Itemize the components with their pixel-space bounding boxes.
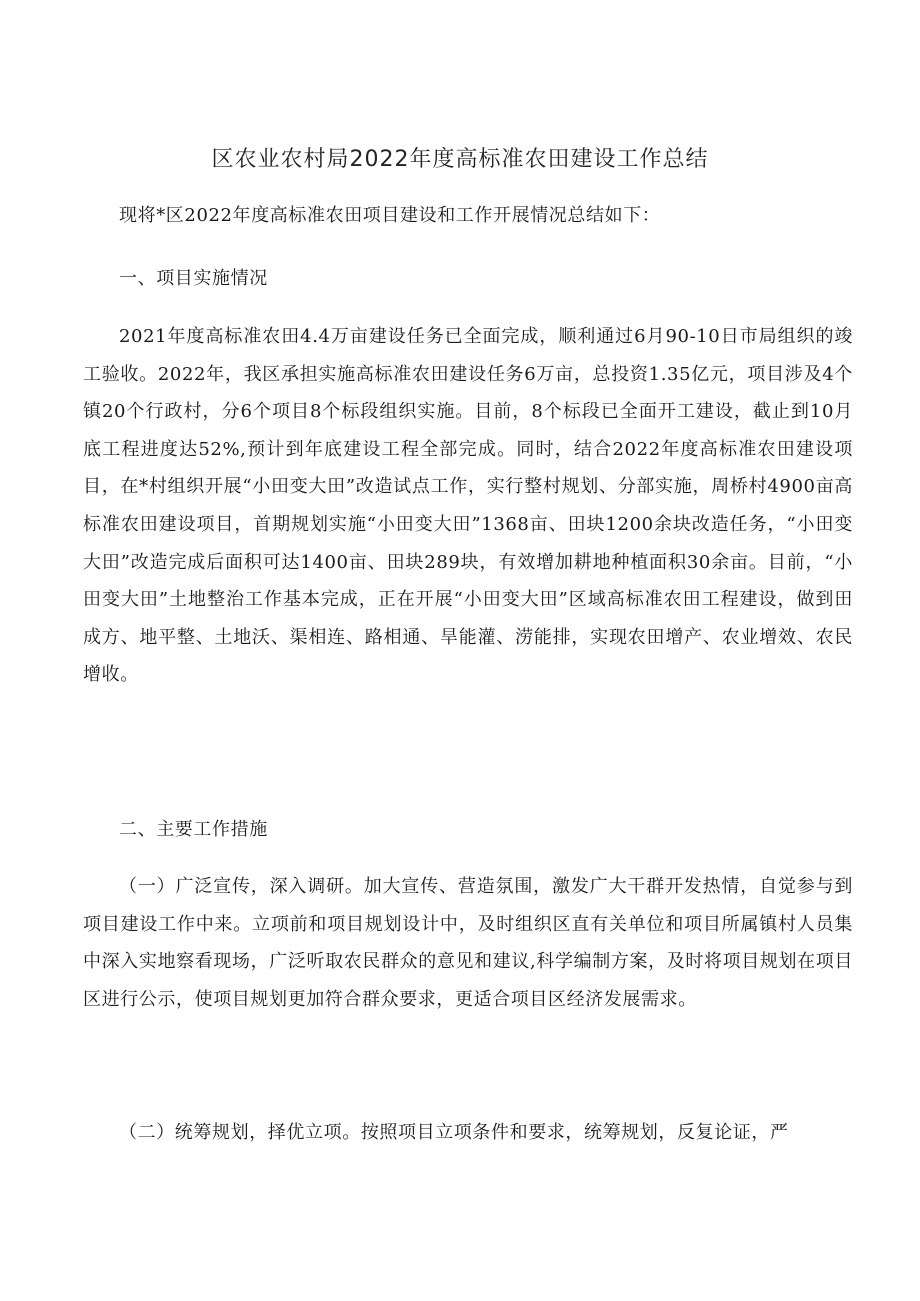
measure-paragraph-2: （二）统筹规划，择优立项。按照项目立项条件和要求，统筹规划，反复论证，严 xyxy=(119,1122,789,1143)
document-title: 区农业农村局2022年度高标准农田建设工作总结 xyxy=(211,147,709,172)
intro-paragraph: 现将*区2022年度高标准农田项目建设和工作开展情况总结如下： xyxy=(119,205,661,226)
measure-paragraph-1: （一）广泛宣传，深入调研。加大宣传、营造氛围，激发广大干群开发热情，自觉参与到项目建设工作中来。立项前和项目规划设计中，及时组织区直有关单位和项目所属镇村人员集中深入实地察看现场，广泛听取农民群众的意见和建议,科学编制方案，及时将项目规划在项目区进行公示，使项目规划更加符合群众要求，更适合项目区经济发展需求。 xyxy=(83,876,853,1010)
section-heading-implementation: 一、项目实施情况 xyxy=(119,268,268,289)
section-heading-measures: 二、主要工作措施 xyxy=(119,819,268,840)
implementation-paragraph: 2021年度高标准农田4.4万亩建设任务已全面完成，顺利通过6月90-10日市局组织的竣工验收。2022年，我区承担实施高标准农田建设任务6万亩，总投资1.35亿元，项目涉及4个镇20个行政村，分6个项目8个标段组织实施。目前，8个标段已全面开工建设，截止到10月底工程进度达52%,预计到年底建设工程全部完成。同时，结合2022年度高标准农田建设项目，在*村组织开展“小田变大田”改造试点工作，实行整村规划、分部实施，周桥村4900亩高标准农田建设项目，首期规划实施“小田变大田”1368亩、田块1200余块改造任务，“小田变大田”改造完成后面积可达1400亩、田块289块，有效增加耕地种植面积30余亩。目前，“小田变大田”土地整治工作基本完成，正在开展“小田变大田”区域高标准农田工程建设，做到田成方、地平整、土地沃、渠相连、路相通、旱能灌、涝能排，实现农田增产、农业增效、农民增收。 xyxy=(83,326,853,686)
